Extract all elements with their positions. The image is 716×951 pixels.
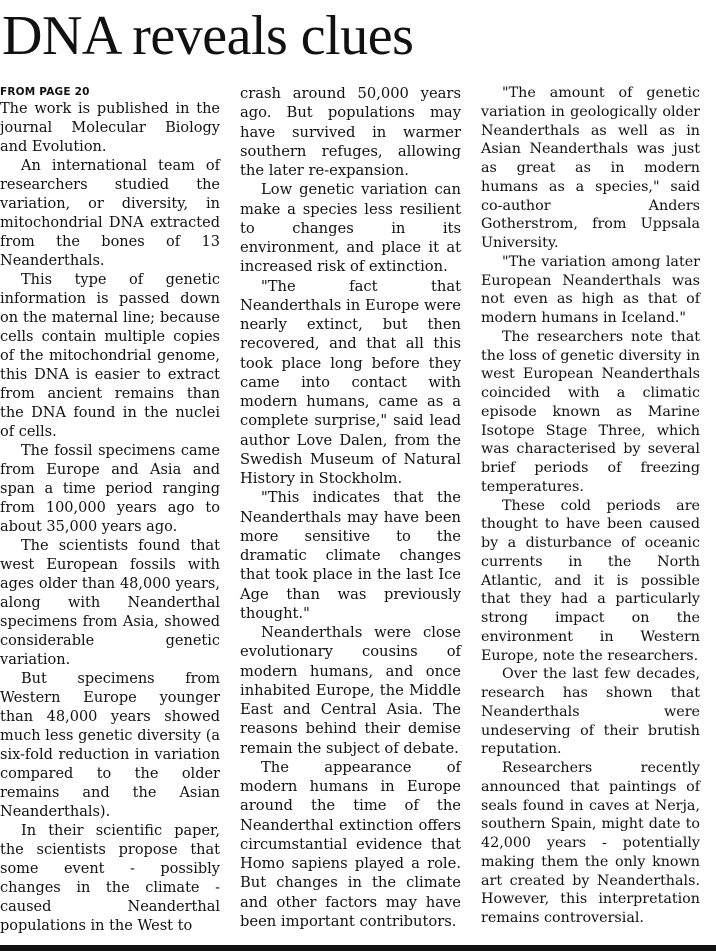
paragraph: The work is published in the journal Molecular Biology and Evolution. <box>0 101 220 155</box>
paragraph: "The fact that Neanderthals in Europe were nearly extinct, but then recovered, and that all this took place long before they came into contact with modern humans, came as a complete surprise," said lead author Love Dalen, from the Swedish Museum of Natural History in Stockholm. <box>240 277 461 487</box>
paragraph: Over the last few decades, research has shown that Neanderthals were undeserving of their brutish reputation. <box>481 666 700 758</box>
paragraph: The researchers note that the loss of genetic diversity in west European Neanderthals coincided with a climatic episode known as Marine Isotope Stage Three, which was characterised by several brief periods of freezing temperatures. <box>481 328 700 495</box>
article-column-1 <box>0 84 220 936</box>
paragraph: crash around 50,000 years ago. But populations may have survived in warmer southern refuges, allowing the later re-expansion. <box>240 85 461 179</box>
paragraph: Researchers recently announced that paintings of seals found in caves at Nerja, southern Spain, might date to 42,000 years - potentially making them the only known art created by Neanderthals. However, this interpretation remains controversial. <box>481 760 700 926</box>
paragraph: In their scientific paper, the scientists propose that some event - possibly changes in the climate - caused Neanderthal populations in the West to <box>0 823 220 934</box>
paragraph: "The amount of genetic variation in geologically older Neanderthals as well as in Asian Neanderthals was just as great as in modern humans as a species," said co-author Anders Gotherstrom, from Uppsala University. <box>481 85 700 251</box>
paragraph: The scientists found that west European fossils with ages older than 48,000 years, along with Neanderthal specimens from Asia, showed considerable genetic variation. <box>0 538 220 668</box>
bottom-rule <box>0 945 716 951</box>
paragraph: But specimens from Western Europe younger than 48,000 years showed much less genetic diversity (a six-fold reduction in variation compared to the older remains and the Asian Neanderthals). <box>0 671 220 820</box>
paragraph: "The variation among later European Neanderthals was not even as high as that of modern humans in Iceland." <box>481 253 700 326</box>
paragraph: Neanderthals were close evolutionary cousins of modern humans, and once inhabited Europe, the Middle East and Central Asia. The reasons behind their demise remain the subject of debate. <box>240 624 461 757</box>
paragraph: The fossil specimens came from Europe and Asia and span a time period ranging from 100,000 years ago to about 35,000 years ago. <box>0 443 220 535</box>
paragraph: Low genetic variation can make a species less resilient to changes in its environment, and place it at increased risk of extinction. <box>240 181 461 276</box>
continued-from-label: FROM PAGE 20 <box>0 86 90 98</box>
article-column-3 <box>481 84 700 928</box>
paragraph: The appearance of modern humans in Europe around the time of the Neanderthal extinction offers circumstantial evidence that Homo sapiens played a role. But changes in the climate and other factors may have been important contributors. <box>240 758 461 930</box>
headline: DNA reveals clues <box>2 5 414 67</box>
article-column-2 <box>240 84 461 931</box>
paragraph: An international team of researchers studied the variation, or diversity, in mitochondrial DNA extracted from the bones of 13 Neanderthals. <box>0 158 220 269</box>
paragraph: This type of genetic information is passed down on the maternal line; because cells contain multiple copies of the mitochondrial genome, this DNA is easier to extract from ancient remains than the DNA found in the nuclei of cells. <box>0 272 220 440</box>
paragraph: These cold periods are thought to have been caused by a disturbance of oceanic currents in the North Atlantic, and it is possible that they had a particularly strong impact on the environment in Western Europe, note the researchers. <box>481 497 700 664</box>
paragraph: "This indicates that the Neanderthals may have been more sensitive to the dramatic climate changes that took place in the last Ice Age than was previously thought." <box>240 489 461 622</box>
